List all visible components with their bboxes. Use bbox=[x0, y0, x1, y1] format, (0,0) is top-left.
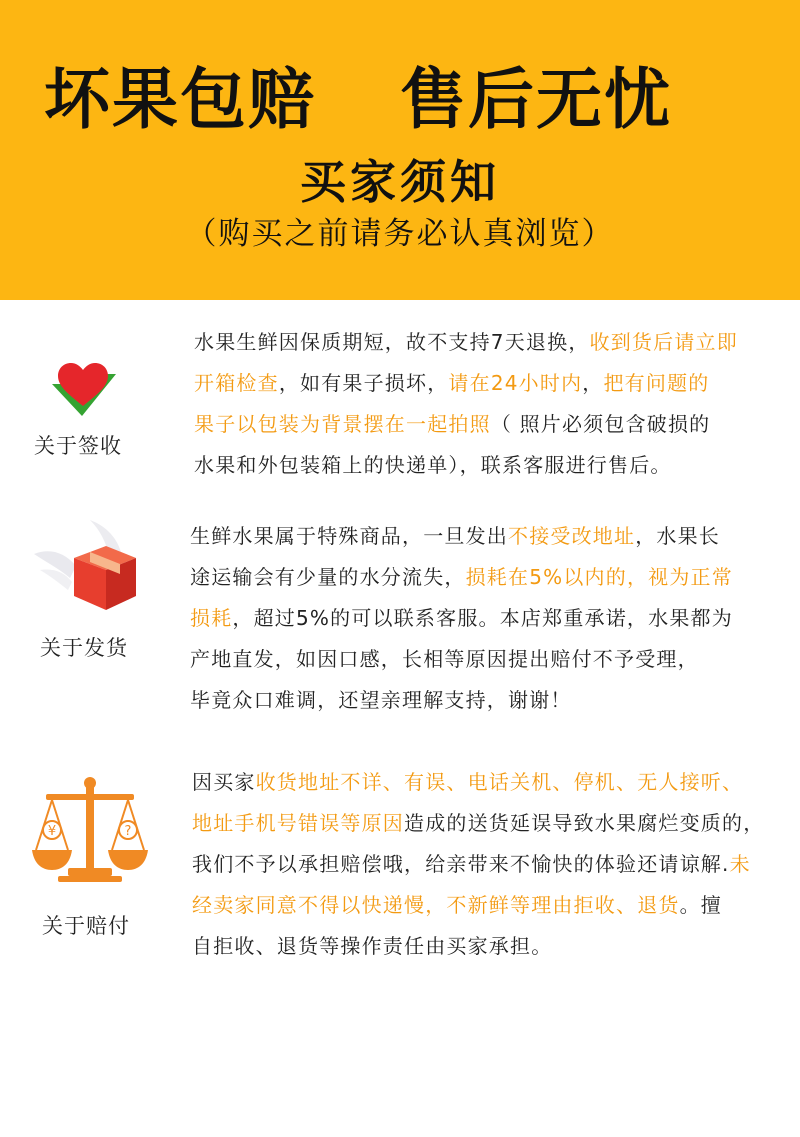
body-text: 水果生鲜因保质期短，故不支持7天退换， bbox=[194, 330, 590, 354]
text-line bbox=[192, 803, 792, 844]
text-line bbox=[192, 762, 792, 803]
slogan-left: 坏果包赔 bbox=[44, 61, 316, 138]
heart-check-icon bbox=[46, 360, 120, 422]
body-text: 造成的送货延误导致水果腐烂变质的， bbox=[404, 811, 765, 835]
text-line bbox=[194, 363, 784, 404]
section-text bbox=[194, 322, 784, 486]
section-signing bbox=[0, 300, 800, 500]
highlight-text: 地址手机号错误等原因 bbox=[192, 811, 404, 835]
body-text: ，超过5%的可以联系客服。本店郑重承诺，水果都为 bbox=[232, 606, 733, 630]
winged-box-icon bbox=[30, 512, 138, 614]
highlight-text: 不接受改地址 bbox=[508, 524, 636, 548]
text-line bbox=[194, 404, 784, 445]
text-line bbox=[190, 516, 790, 557]
body-text: 。擅 bbox=[679, 893, 723, 917]
body-text: ， bbox=[582, 371, 604, 395]
highlight-text: 开箱检查 bbox=[194, 371, 279, 395]
highlight-text: 果子以包装为背景摆在一起拍照 bbox=[194, 412, 491, 436]
body-text: 因买家 bbox=[192, 770, 256, 794]
text-line bbox=[190, 598, 790, 639]
section-label: 关于签收 bbox=[34, 434, 122, 458]
body-text: 我们不予以承担赔偿哦，给亲带来不愉快的体验还请谅解. bbox=[192, 852, 730, 876]
body-text: ，水果长 bbox=[635, 524, 721, 548]
body-text: ，如有果子损坏， bbox=[278, 371, 449, 395]
svg-text:¥: ¥ bbox=[47, 824, 57, 839]
body-text: 途运输会有少量的水分流失， bbox=[190, 565, 466, 589]
text-line bbox=[190, 680, 790, 721]
section-compensation bbox=[0, 760, 800, 1000]
text-line bbox=[190, 639, 790, 680]
highlight-text: 损耗在5%以内的，视为正常 bbox=[465, 565, 733, 589]
highlight-text: 损耗 bbox=[190, 606, 233, 630]
text-line bbox=[194, 445, 784, 486]
body-text: 生鲜水果属于特殊商品，一旦发出 bbox=[190, 524, 508, 548]
page-title: 买家须知 bbox=[300, 155, 500, 209]
highlight-text: 收到货后请立即 bbox=[589, 330, 738, 354]
section-text bbox=[190, 516, 790, 721]
balance-scale-icon bbox=[28, 774, 152, 886]
highlight-text: 未 bbox=[729, 852, 751, 876]
svg-text:?: ? bbox=[124, 824, 132, 839]
text-line bbox=[192, 926, 792, 967]
text-line bbox=[192, 844, 792, 885]
highlight-text: 经卖家同意不得以快递慢，不新鲜等理由拒收、退货 bbox=[192, 893, 680, 917]
text-line bbox=[192, 885, 792, 926]
body-text: 产地直发，如因口感，长相等原因提出赔付不予受理， bbox=[190, 647, 699, 671]
text-line bbox=[194, 322, 784, 363]
text-line bbox=[190, 557, 790, 598]
header-banner bbox=[0, 0, 800, 300]
section-text bbox=[192, 762, 792, 967]
section-shipping bbox=[0, 500, 800, 730]
section-label: 关于发货 bbox=[40, 636, 128, 660]
slogan-right: 售后无忧 bbox=[400, 61, 672, 138]
body-text: 自拒收、退货等操作责任由买家承担。 bbox=[192, 934, 553, 958]
highlight-text: 把有问题的 bbox=[603, 371, 710, 395]
body-text: 毕竟众口难调，还望亲理解支持，谢谢！ bbox=[190, 688, 572, 712]
highlight-text: 请在24小时内 bbox=[448, 371, 583, 395]
body-text: （ 照片必须包含破损的 bbox=[490, 412, 711, 436]
section-label: 关于赔付 bbox=[42, 914, 130, 938]
highlight-text: 收货地址不详、有误、电话关机、停机、无人接听、 bbox=[255, 770, 744, 794]
body-text: 水果和外包装箱上的快递单），联系客服进行售后。 bbox=[194, 453, 672, 477]
page-subtitle: （购买之前请务必认真浏览） bbox=[185, 216, 615, 252]
